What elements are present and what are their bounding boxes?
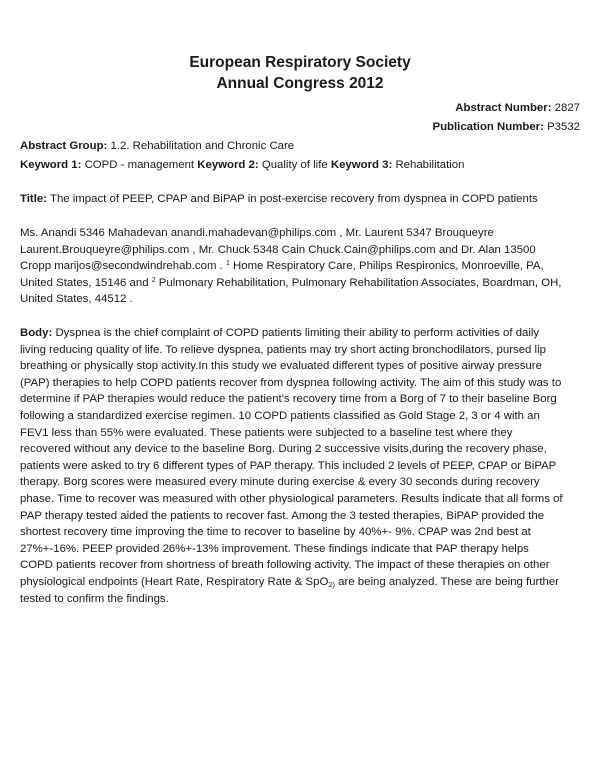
- authors-line: United States, 44512 .: [20, 293, 133, 306]
- keywords: [20, 157, 464, 173]
- body-line: 27%+-16%. PEEP provided 26%+-13% improvement. These findings indicate that PAP therapy helps: [20, 542, 529, 555]
- body-line: determine if PAP therapies would reduce the patient's recovery time from a Borg of 7 to their baseline Borg: [20, 393, 557, 406]
- body-line: (PAP) therapies to help COPD patients recover from dyspnea following activity. The aim of this study was to: [20, 376, 562, 389]
- authors-block: [20, 225, 586, 308]
- body-line: following a standardized exercise regimen. 10 COPD patients classified as Gold Stage 2, 3 or 4 with an: [20, 409, 540, 422]
- keyword2-value: Quality of life: [261, 159, 328, 171]
- abstract-body: [20, 325, 586, 607]
- body-line: patients were asked to try 6 different types of PAP therapy. This included 2 levels of PEEP, CPAP or BiPAP: [20, 459, 557, 472]
- body-text: are being analyzed. These are being further: [335, 575, 559, 588]
- congress-title: European Respiratory Society: [189, 54, 411, 71]
- authors-text: United States, 15146 and: [20, 276, 152, 289]
- abstract-number-value: 2827: [554, 102, 580, 114]
- authors-line: Ms. Anandi 5346 Mahadevan anandi.mahadevan@philips.com , Mr. Laurent 5347 Brouqueyre: [20, 227, 494, 239]
- authors-text: Cropp marijos@secondwindrehab.com .: [20, 260, 226, 273]
- abstract-group: [20, 138, 294, 154]
- body-label: Body:: [20, 327, 53, 339]
- keyword2-label: Keyword 2:: [197, 159, 259, 171]
- keyword1-value: COPD - management: [84, 159, 195, 171]
- publication-number-value: P3532: [547, 121, 580, 133]
- authors-line: [20, 275, 586, 292]
- abstract-group-value: 1.2. Rehabilitation and Chronic Care: [110, 140, 295, 152]
- body-line: living reducing quality of life. To relieve dyspnea, patients may try short acting bronchodilators, pursed lip: [20, 343, 546, 356]
- body-line: tested to confirm the findings.: [20, 592, 169, 605]
- authors-text: Home Respiratory Care, Philips Respironics, Monroeville, PA,: [229, 260, 544, 273]
- congress-subtitle: Annual Congress 2012: [216, 75, 384, 92]
- abstract-title: [20, 191, 538, 207]
- body-text: physiological endpoints (Heart Rate, Respiratory Rate & SpO: [20, 575, 329, 588]
- body-text: Dyspnea is the chief complaint of COPD patients limiting their ability to perform activities of daily: [52, 327, 540, 339]
- body-line: breathing or physically stop activity.In this study we evaluated different types of positive airway pressure: [20, 360, 542, 373]
- authors-text: Pulmonary Rehabilitation, Pulmonary Rehabilitation Associates, Boardman, OH,: [155, 276, 562, 289]
- title-text: The impact of PEEP, CPAP and BiPAP in post-exercise recovery from dyspnea in COPD patients: [49, 193, 538, 205]
- abstract-number: [455, 100, 580, 116]
- body-line: recovered without any device to the baseline Borg. During 2 successive visits,during the recovery phase,: [20, 443, 547, 456]
- keyword1-label: Keyword 1:: [20, 159, 82, 171]
- body-line: phase. Time to recover was measured with other physiological parameters. Results indicate that all forms of: [20, 492, 563, 505]
- body-line: [20, 325, 586, 342]
- keyword3-label: Keyword 3:: [330, 159, 393, 171]
- abstract-number-label: Abstract Number:: [455, 102, 552, 114]
- body-line: FEV1 less than 55% were evaluated. These patients were subjected to a baseline test where they: [20, 426, 513, 439]
- authors-line: Laurent.Brouqueyre@philips.com , Mr. Chuck 5348 Cain Chuck.Cain@philips.com and Dr. Alan 13500: [20, 243, 536, 256]
- affiliation-mark: 1: [225, 260, 230, 268]
- affiliation-mark: 2: [151, 276, 156, 284]
- publication-number-label: Publication Number:: [432, 121, 544, 133]
- keyword3-value: Rehabilitation: [395, 159, 465, 171]
- abstract-group-label: Abstract Group:: [20, 140, 108, 152]
- body-line: PAP therapy tested aided the patients to recover fast. Among the 3 tested therapies, BiPAP provided the: [20, 509, 545, 522]
- subscript: 2): [328, 579, 336, 589]
- body-line: shortest recovery time improving the time to recover to baseline by 40%+- 9%. CPAP was 2nd best at: [20, 526, 531, 539]
- body-line: COPD patients recover from shortness of breath following activity. The impact of these therapies on other: [20, 559, 550, 572]
- body-line: therapy. Borg scores were measured every minute during exercise & every 30 seconds during recovery: [20, 476, 540, 489]
- title-label: Title:: [20, 193, 48, 205]
- publication-number: [433, 119, 581, 135]
- body-line: [20, 574, 586, 591]
- authors-line: [20, 258, 586, 275]
